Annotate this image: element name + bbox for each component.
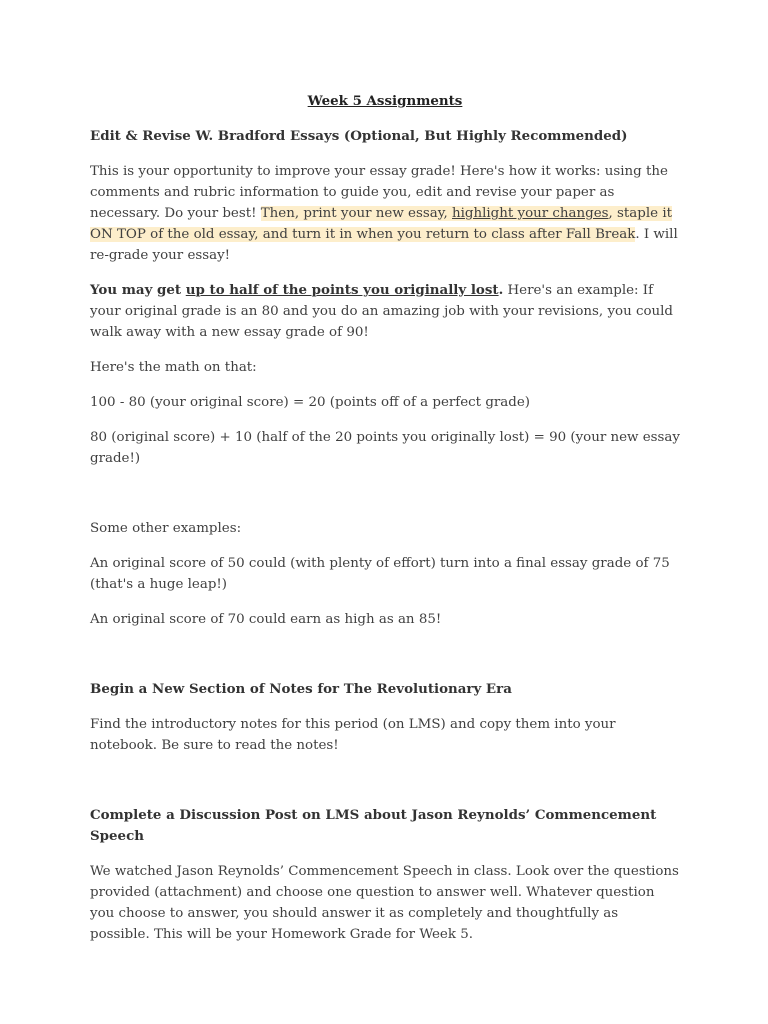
paragraph-example-1: An original score of 50 could (with plenty of effort) turn into a final essay grade of 75 (that's a huge leap!) [90, 556, 670, 592]
paragraph-points-example [90, 280, 680, 343]
highlighted-text: Then, print your new essay, [260, 206, 453, 221]
bold-underlined-text: up to half of the points you originally lost [185, 282, 499, 298]
paragraph-math-intro: Here's the math on that: [90, 360, 257, 375]
highlighted-text: , staple it ON TOP of the old essay, and turn it in when you return to class after Fall Break [90, 206, 672, 242]
bold-text: . [498, 282, 504, 298]
text-run: Here's an example: If your original grade is an 80 and you do an amazing job with your revisions, you could walk away with a new essay grade of 90! [90, 283, 673, 340]
text-run: This is your opportunity to improve your essay grade! Here's how it works: using the comments and rubric information to guide you, edit and revise your paper as necessary. Do your best! [90, 164, 668, 221]
bold-text: You may get [90, 282, 186, 298]
paragraph-discussion-instructions: We watched Jason Reynolds’ Commencement Speech in class. Look over the questions provided (attachment) and choose one question to answer well. Whatever question you choose to answer, you should answer it as completely and thoughtfully as possible. This will be your Homework Grade for Week 5. [90, 864, 679, 942]
paragraph-examples-intro: Some other examples: [90, 521, 242, 536]
paragraph-example-2: An original score of 70 could earn as high as an 85! [90, 612, 442, 627]
text-run: . I will re-grade your essay! [90, 227, 678, 263]
spacer [90, 483, 680, 518]
paragraph-math-line-2: 80 (original score) + 10 (half of the 20 points you originally lost) = 90 (your new essay grade!) [90, 430, 680, 466]
section-heading-essays: Edit & Revise W. Bradford Essays (Optional, But Highly Recommended) [90, 128, 628, 144]
section-heading-notes: Begin a New Section of Notes for The Revolutionary Era [90, 681, 512, 697]
page-title: Week 5 Assignments [307, 93, 463, 109]
paragraph-math-line-1: 100 - 80 (your original score) = 20 (points off of a perfect grade) [90, 395, 530, 410]
section-heading-discussion: Complete a Discussion Post on LMS about Jason Reynolds’ Commencement Speech [90, 807, 657, 844]
spacer [90, 770, 680, 805]
paragraph-essay-instructions [90, 161, 680, 266]
document-page [90, 91, 680, 959]
highlighted-underlined-text: highlight your changes [452, 206, 609, 221]
spacer [90, 644, 680, 679]
paragraph-notes-instructions: Find the introductory notes for this period (on LMS) and copy them into your notebook. Be sure to read the notes! [90, 717, 616, 753]
